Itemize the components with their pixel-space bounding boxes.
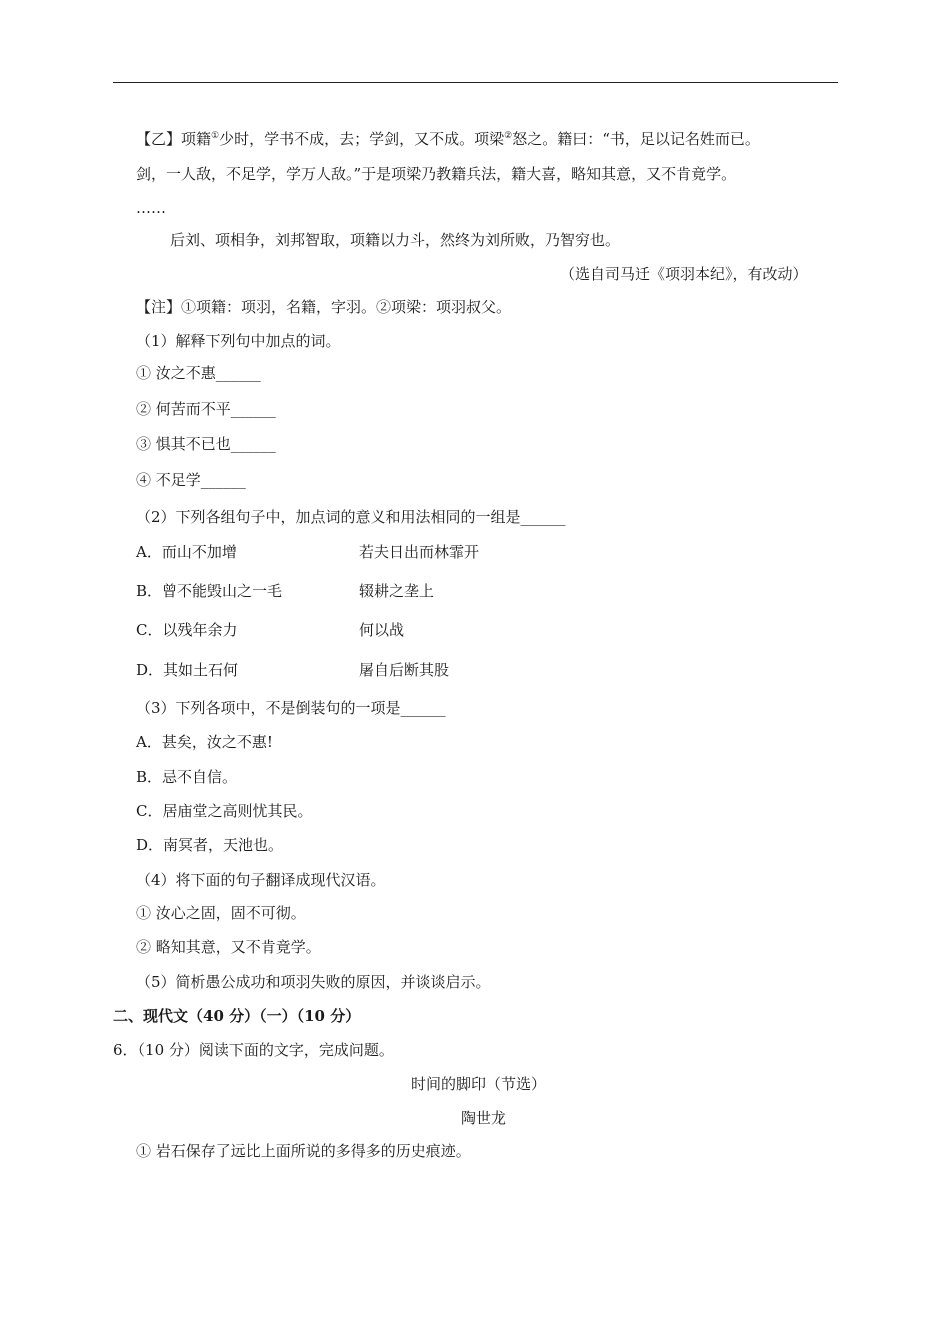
q3-stem: （3）下列各项中，不是倒装句的一项是______ <box>136 699 446 717</box>
footnote-mark: ② <box>504 131 513 141</box>
q4-item-1: ① 汝心之固，固不可彻。 <box>136 904 306 922</box>
q2-option-a-pair: 若夫日出而林霏开 <box>359 543 480 561</box>
q1-item-3: ③ 惧其不已也______ <box>136 435 276 453</box>
q3-option-b[interactable]: B．忌不自信。 <box>136 768 238 786</box>
footnote-mark: ① <box>211 131 220 141</box>
article-paragraph-1: ① 岩石保存了远比上面所说的多得多的历史痕迹。 <box>136 1142 471 1160</box>
q2-option-c-pair: 何以战 <box>359 621 405 639</box>
q1-item-1: ① 汝之不惠______ <box>136 364 261 382</box>
passage-line-2: 剑，一人敌，不足学，学万人敌。”于是项梁乃教籍兵法，籍大喜，略知其意，又不肯竟学。 <box>136 165 737 183</box>
q3-option-a[interactable]: A．甚矣，汝之不惠! <box>136 733 273 751</box>
q2-option-b[interactable]: B．曾不能毁山之一毛 <box>136 582 283 600</box>
header-rule <box>113 82 838 83</box>
passage-ellipsis: …… <box>136 199 166 217</box>
passage-source: （选自司马迁《项羽本纪》，有改动） <box>560 265 808 283</box>
q3-option-c[interactable]: C．居庙堂之高则忧其民。 <box>136 802 313 820</box>
section-heading: 二、现代文（40 分）（一）（10 分） <box>113 1007 361 1025</box>
q1-item-4: ④ 不足学______ <box>136 471 246 489</box>
q2-option-c[interactable]: C．以残年余力 <box>136 621 238 639</box>
q6-stem: 6．（10 分）阅读下面的文字，完成问题。 <box>113 1041 394 1059</box>
q2-option-d-pair: 屠自后断其股 <box>359 661 450 679</box>
q4-item-2: ② 略知其意，又不肯竟学。 <box>136 938 321 956</box>
q2-option-d[interactable]: D．其如土石何 <box>136 661 239 679</box>
q5-stem: （5）简析愚公成功和项羽失败的原因，并谈谈启示。 <box>136 973 491 991</box>
q2-option-a[interactable]: A．而山不加增 <box>136 543 237 561</box>
q2-stem: （2）下列各组句子中，加点词的意义和用法相同的一组是______ <box>136 508 566 526</box>
passage-tag: 【乙】 <box>136 130 182 148</box>
q1-item-2: ② 何苦而不平______ <box>136 400 276 418</box>
passage-notes: 【注】①项籍：项羽，名籍，字羽。②项梁：项羽叔父。 <box>136 298 512 316</box>
passage-line-3: 后刘、项相争，刘邦智取，项籍以力斗，然终为刘所败，乃智穷也。 <box>170 231 621 249</box>
q1-stem: （1）解释下列句中加点的词。 <box>136 332 341 350</box>
article-title: 时间的脚印（节选） <box>411 1075 547 1093</box>
q4-stem: （4）将下面的句子翻译成现代汉语。 <box>136 871 386 889</box>
article-author: 陶世龙 <box>461 1109 507 1127</box>
passage-line-1: 【乙】项籍①少时，学书不成，去；学剑，又不成。项梁②怒之。籍曰：“书，足以记名姓而已。 <box>136 130 760 148</box>
q3-option-d[interactable]: D．南冥者，天池也。 <box>136 836 284 854</box>
q2-option-b-pair: 辍耕之垄上 <box>359 582 435 600</box>
